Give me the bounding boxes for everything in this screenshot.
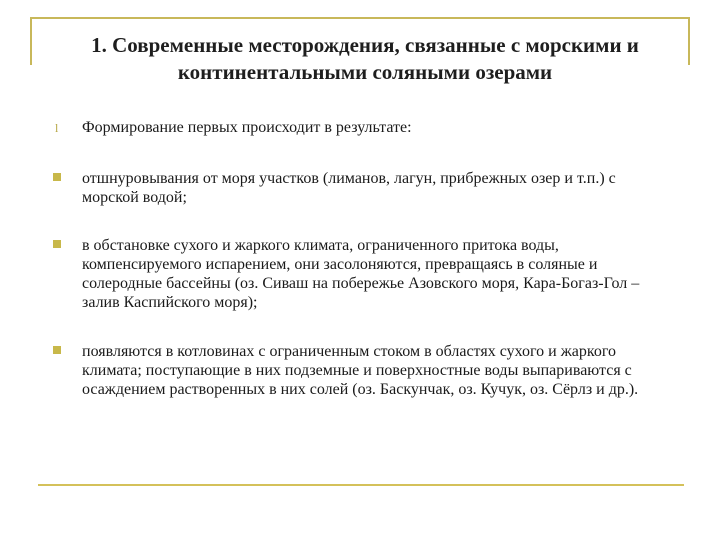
square-bullet-icon bbox=[53, 240, 61, 248]
frame-right-line bbox=[688, 17, 690, 65]
number-marker: l bbox=[55, 121, 59, 135]
list-item bbox=[45, 236, 655, 312]
list-item bbox=[45, 342, 655, 399]
list-item bbox=[45, 118, 655, 137]
square-bullet-icon bbox=[53, 173, 61, 181]
frame-left-line bbox=[30, 17, 32, 65]
frame-top-line bbox=[30, 17, 690, 19]
list-item-text: в обстановке сухого и жаркого климата, ограниченного притока воды, компенсируемого испарением, они засолоняются, превращаясь в соляные и солеродные бассейны (оз. Сиваш на побережье Азовского моря, Кара-Богаз-Гол – залив Каспийского моря); bbox=[82, 237, 640, 311]
list-item-text: появляются в котловинах с ограниченным стоком в областях сухого и жаркого климата; поступающие в них подземные и поверхностные воды выпариваются с осаждением растворенных в них солей (оз. Баскунчак, оз. Кучук, оз. Сёрлз и др.). bbox=[82, 343, 639, 398]
list-item-text: Формирование первых происходит в результате: bbox=[82, 119, 412, 136]
frame-bottom-line bbox=[38, 484, 684, 486]
list-item bbox=[45, 169, 655, 207]
list-item-text: отшнуровывания от моря участков (лиманов, лагун, прибрежных озер и т.п.) с морской водой; bbox=[82, 170, 616, 206]
slide-title: 1. Современные месторождения, связанные с морскими и континентальными соляными озерами bbox=[91, 33, 639, 84]
square-bullet-icon bbox=[53, 346, 61, 354]
